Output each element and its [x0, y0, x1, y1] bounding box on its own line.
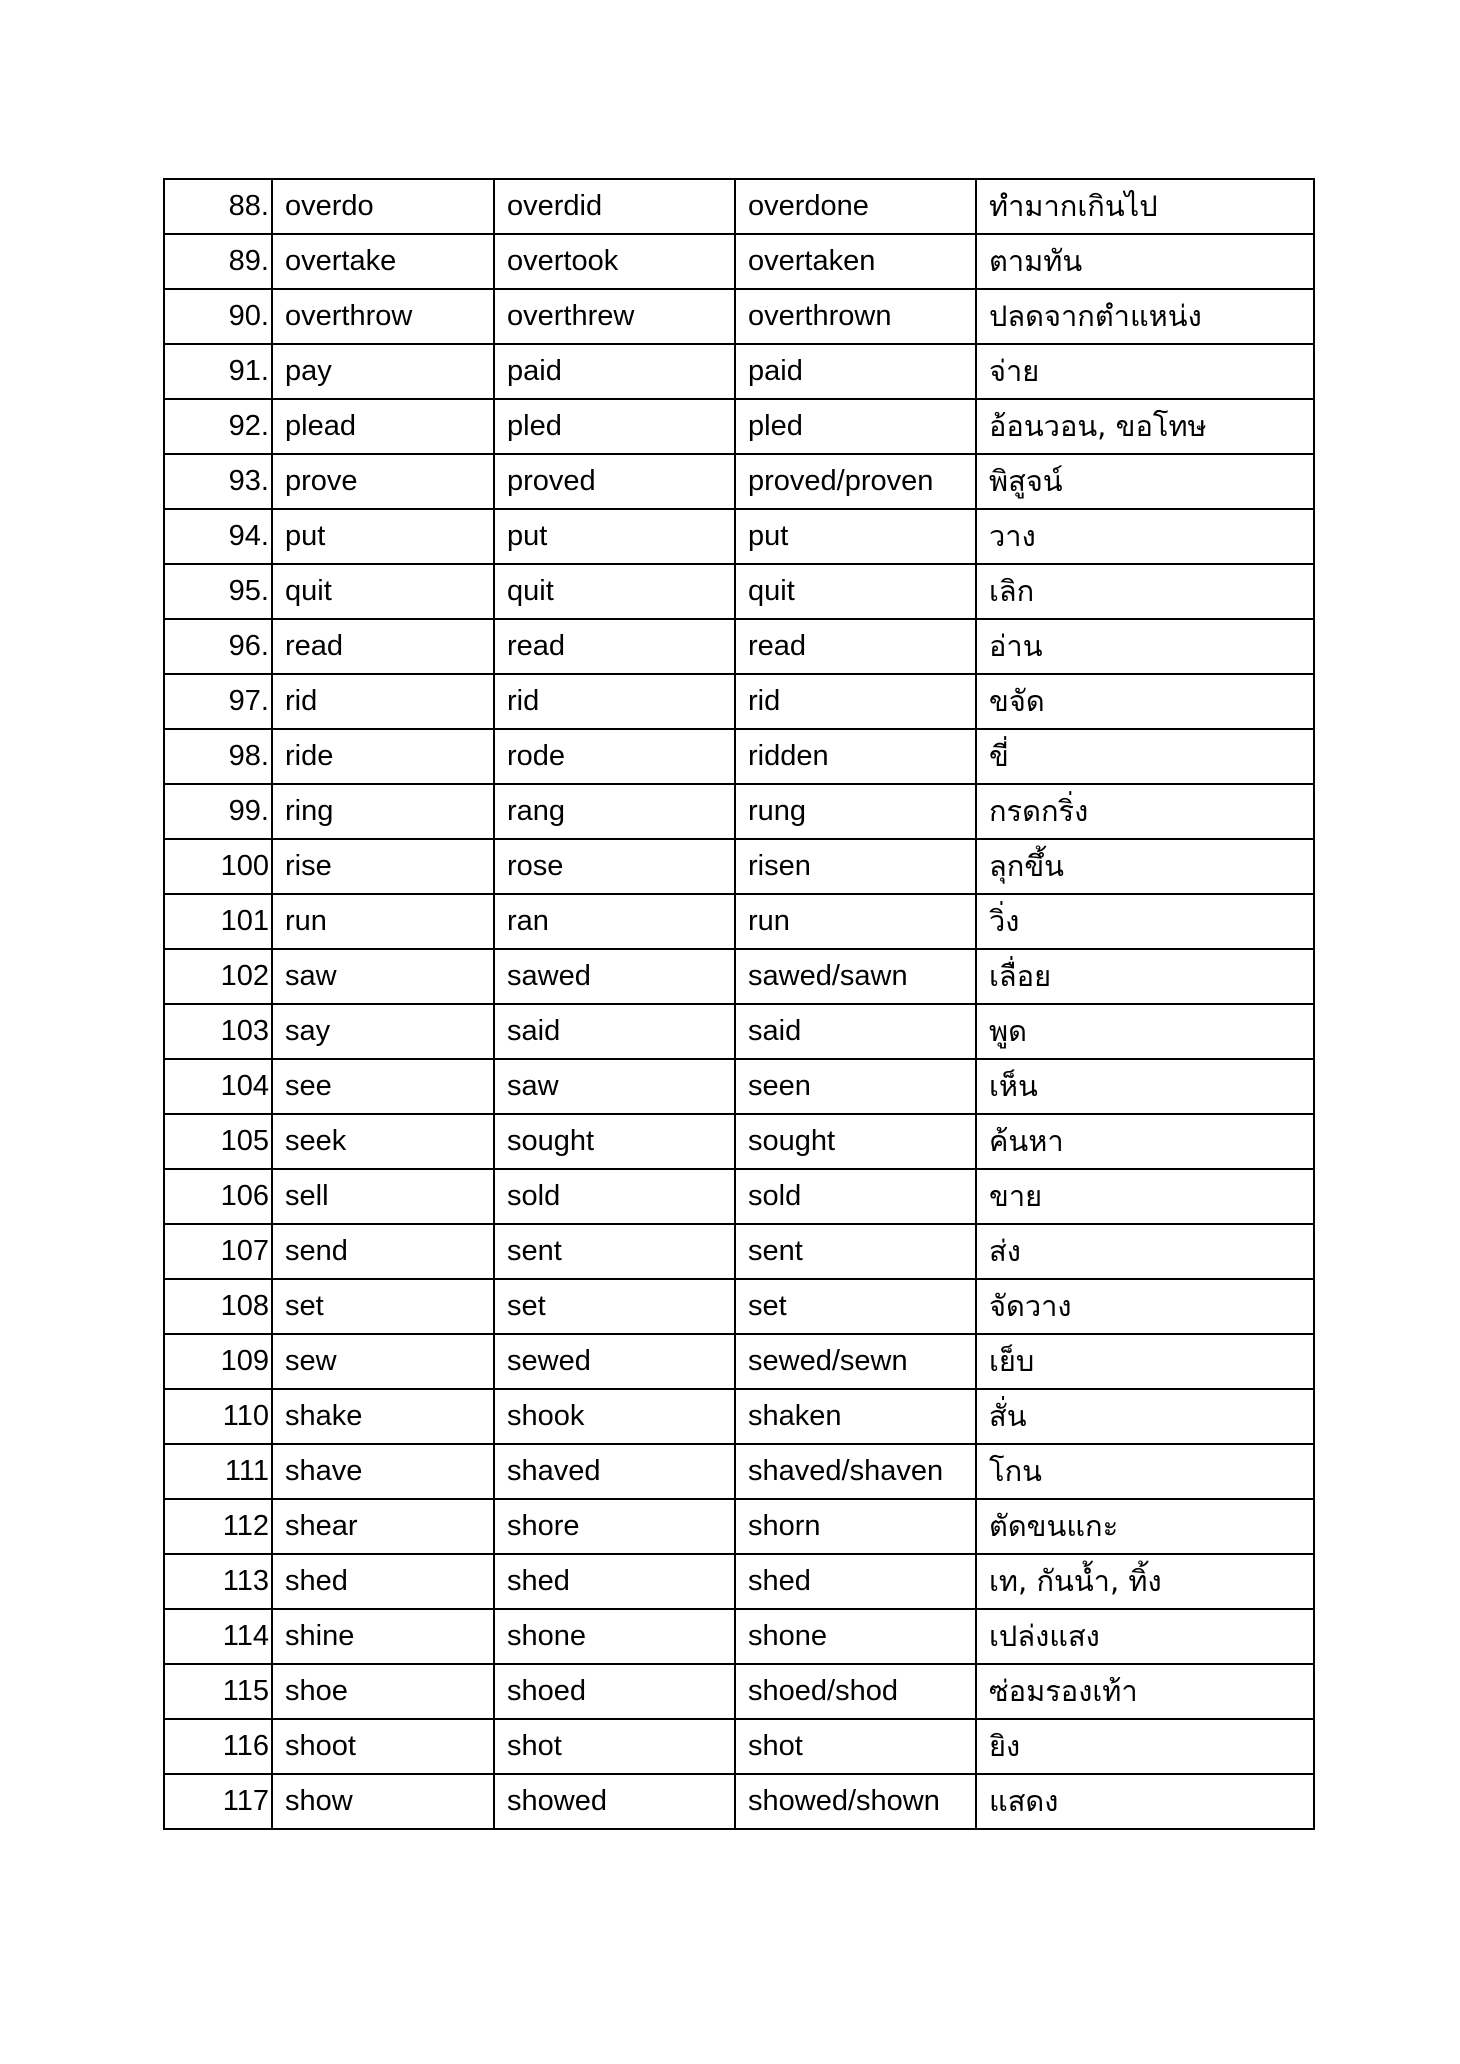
thai-meaning: ลุกขึ้น [976, 839, 1314, 894]
past-participle: run [735, 894, 976, 949]
table-row [164, 949, 1314, 1004]
thai-meaning: สั่น [976, 1389, 1314, 1444]
base-form: run [272, 894, 494, 949]
base-form: show [272, 1774, 494, 1829]
past-participle: shed [735, 1554, 976, 1609]
past-simple: sought [494, 1114, 735, 1169]
thai-meaning: เห็น [976, 1059, 1314, 1114]
base-form: rise [272, 839, 494, 894]
table-row [164, 839, 1314, 894]
past-simple: saw [494, 1059, 735, 1114]
base-form: shave [272, 1444, 494, 1499]
past-simple: said [494, 1004, 735, 1059]
row-number: 108 [164, 1279, 272, 1334]
row-number: 104 [164, 1059, 272, 1114]
past-simple: quit [494, 564, 735, 619]
past-participle: showed/shown [735, 1774, 976, 1829]
table-row [164, 1059, 1314, 1114]
row-number: 111 [164, 1444, 272, 1499]
thai-meaning: เย็บ [976, 1334, 1314, 1389]
row-number: 107 [164, 1224, 272, 1279]
row-number: 117 [164, 1774, 272, 1829]
past-participle: quit [735, 564, 976, 619]
base-form: read [272, 619, 494, 674]
row-number: 89. [164, 234, 272, 289]
thai-meaning: อ่าน [976, 619, 1314, 674]
row-number: 95. [164, 564, 272, 619]
table-row [164, 1554, 1314, 1609]
row-number: 115 [164, 1664, 272, 1719]
base-form: seek [272, 1114, 494, 1169]
past-participle: overdone [735, 179, 976, 234]
table-row [164, 454, 1314, 509]
row-number: 94. [164, 509, 272, 564]
thai-meaning: ขจัด [976, 674, 1314, 729]
row-number: 92. [164, 399, 272, 454]
past-simple: put [494, 509, 735, 564]
thai-meaning: ปลดจากตำแหน่ง [976, 289, 1314, 344]
thai-meaning: แสดง [976, 1774, 1314, 1829]
base-form: overtake [272, 234, 494, 289]
thai-meaning: ค้นหา [976, 1114, 1314, 1169]
past-simple: rode [494, 729, 735, 784]
base-form: sew [272, 1334, 494, 1389]
row-number: 100 [164, 839, 272, 894]
row-number: 114 [164, 1609, 272, 1664]
past-participle: proved/proven [735, 454, 976, 509]
past-participle: seen [735, 1059, 976, 1114]
base-form: pay [272, 344, 494, 399]
row-number: 112 [164, 1499, 272, 1554]
thai-meaning: พูด [976, 1004, 1314, 1059]
row-number: 90. [164, 289, 272, 344]
past-participle: overthrown [735, 289, 976, 344]
row-number: 103 [164, 1004, 272, 1059]
past-simple: shone [494, 1609, 735, 1664]
past-simple: overdid [494, 179, 735, 234]
table-row [164, 1224, 1314, 1279]
base-form: rid [272, 674, 494, 729]
past-participle: shoed/shod [735, 1664, 976, 1719]
base-form: plead [272, 399, 494, 454]
row-number: 99. [164, 784, 272, 839]
row-number: 88. [164, 179, 272, 234]
row-number: 98. [164, 729, 272, 784]
past-simple: overthrew [494, 289, 735, 344]
past-participle: shot [735, 1719, 976, 1774]
past-simple: shot [494, 1719, 735, 1774]
thai-meaning: เลื่อย [976, 949, 1314, 1004]
past-simple: sawed [494, 949, 735, 1004]
past-simple: shoed [494, 1664, 735, 1719]
thai-meaning: เลิก [976, 564, 1314, 619]
past-simple: paid [494, 344, 735, 399]
past-participle: sawed/sawn [735, 949, 976, 1004]
table-row [164, 179, 1314, 234]
table-row [164, 509, 1314, 564]
thai-meaning: ขี่ [976, 729, 1314, 784]
table-row [164, 1004, 1314, 1059]
past-participle: set [735, 1279, 976, 1334]
past-simple: sewed [494, 1334, 735, 1389]
table-row [164, 1719, 1314, 1774]
past-simple: ran [494, 894, 735, 949]
past-participle: overtaken [735, 234, 976, 289]
past-simple: rid [494, 674, 735, 729]
base-form: send [272, 1224, 494, 1279]
thai-meaning: ตัดขนแกะ [976, 1499, 1314, 1554]
thai-meaning: ส่ง [976, 1224, 1314, 1279]
base-form: sell [272, 1169, 494, 1224]
thai-meaning: เปล่งแสง [976, 1609, 1314, 1664]
thai-meaning: วิ่ง [976, 894, 1314, 949]
row-number: 97. [164, 674, 272, 729]
row-number: 106 [164, 1169, 272, 1224]
past-participle: shaved/shaven [735, 1444, 976, 1499]
past-simple: showed [494, 1774, 735, 1829]
table-row [164, 1389, 1314, 1444]
table-row [164, 1664, 1314, 1719]
past-simple: read [494, 619, 735, 674]
row-number: 93. [164, 454, 272, 509]
past-participle: put [735, 509, 976, 564]
row-number: 91. [164, 344, 272, 399]
past-participle: said [735, 1004, 976, 1059]
thai-meaning: จัดวาง [976, 1279, 1314, 1334]
past-participle: sought [735, 1114, 976, 1169]
table-row [164, 894, 1314, 949]
table-row [164, 729, 1314, 784]
table-row [164, 234, 1314, 289]
irregular-verbs-table [163, 178, 1315, 1830]
past-simple: sold [494, 1169, 735, 1224]
thai-meaning: โกน [976, 1444, 1314, 1499]
base-form: shear [272, 1499, 494, 1554]
base-form: quit [272, 564, 494, 619]
table-row [164, 619, 1314, 674]
row-number: 110 [164, 1389, 272, 1444]
row-number: 101 [164, 894, 272, 949]
table-row [164, 1774, 1314, 1829]
row-number: 116 [164, 1719, 272, 1774]
past-participle: sold [735, 1169, 976, 1224]
thai-meaning: ทำมากเกินไป [976, 179, 1314, 234]
table-row [164, 674, 1314, 729]
base-form: prove [272, 454, 494, 509]
table-row [164, 1169, 1314, 1224]
thai-meaning: ตามทัน [976, 234, 1314, 289]
table-row [164, 344, 1314, 399]
base-form: shine [272, 1609, 494, 1664]
table-row [164, 1444, 1314, 1499]
past-participle: shaken [735, 1389, 976, 1444]
table-row [164, 564, 1314, 619]
thai-meaning: เท, กันน้ำ, ทิ้ง [976, 1554, 1314, 1609]
past-simple: rose [494, 839, 735, 894]
past-participle: shorn [735, 1499, 976, 1554]
table-row [164, 289, 1314, 344]
thai-meaning: ขาย [976, 1169, 1314, 1224]
row-number: 109 [164, 1334, 272, 1389]
table-row [164, 1499, 1314, 1554]
row-number: 113 [164, 1554, 272, 1609]
past-simple: set [494, 1279, 735, 1334]
base-form: shake [272, 1389, 494, 1444]
past-participle: ridden [735, 729, 976, 784]
table-row [164, 784, 1314, 839]
row-number: 102 [164, 949, 272, 1004]
past-participle: sent [735, 1224, 976, 1279]
past-simple: rang [494, 784, 735, 839]
thai-meaning: กรดกริ่ง [976, 784, 1314, 839]
base-form: see [272, 1059, 494, 1114]
base-form: put [272, 509, 494, 564]
base-form: say [272, 1004, 494, 1059]
past-participle: risen [735, 839, 976, 894]
past-participle: rid [735, 674, 976, 729]
past-participle: paid [735, 344, 976, 399]
past-simple: shore [494, 1499, 735, 1554]
past-simple: proved [494, 454, 735, 509]
thai-meaning: พิสูจน์ [976, 454, 1314, 509]
past-participle: sewed/sewn [735, 1334, 976, 1389]
thai-meaning: ซ่อมรองเท้า [976, 1664, 1314, 1719]
thai-meaning: จ่าย [976, 344, 1314, 399]
past-simple: overtook [494, 234, 735, 289]
past-participle: shone [735, 1609, 976, 1664]
table-row [164, 1114, 1314, 1169]
base-form: shoe [272, 1664, 494, 1719]
base-form: shed [272, 1554, 494, 1609]
row-number: 105 [164, 1114, 272, 1169]
base-form: overthrow [272, 289, 494, 344]
past-simple: pled [494, 399, 735, 454]
past-participle: read [735, 619, 976, 674]
thai-meaning: วาง [976, 509, 1314, 564]
base-form: saw [272, 949, 494, 1004]
base-form: ring [272, 784, 494, 839]
base-form: shoot [272, 1719, 494, 1774]
past-participle: rung [735, 784, 976, 839]
past-participle: pled [735, 399, 976, 454]
base-form: set [272, 1279, 494, 1334]
base-form: overdo [272, 179, 494, 234]
past-simple: shaved [494, 1444, 735, 1499]
row-number: 96. [164, 619, 272, 674]
past-simple: shed [494, 1554, 735, 1609]
past-simple: shook [494, 1389, 735, 1444]
table-row [164, 1334, 1314, 1389]
table-row [164, 1279, 1314, 1334]
past-simple: sent [494, 1224, 735, 1279]
table-row [164, 399, 1314, 454]
table-row [164, 1609, 1314, 1664]
verb-table-body [164, 179, 1314, 1829]
thai-meaning: ยิง [976, 1719, 1314, 1774]
base-form: ride [272, 729, 494, 784]
thai-meaning: อ้อนวอน, ขอโทษ [976, 399, 1314, 454]
